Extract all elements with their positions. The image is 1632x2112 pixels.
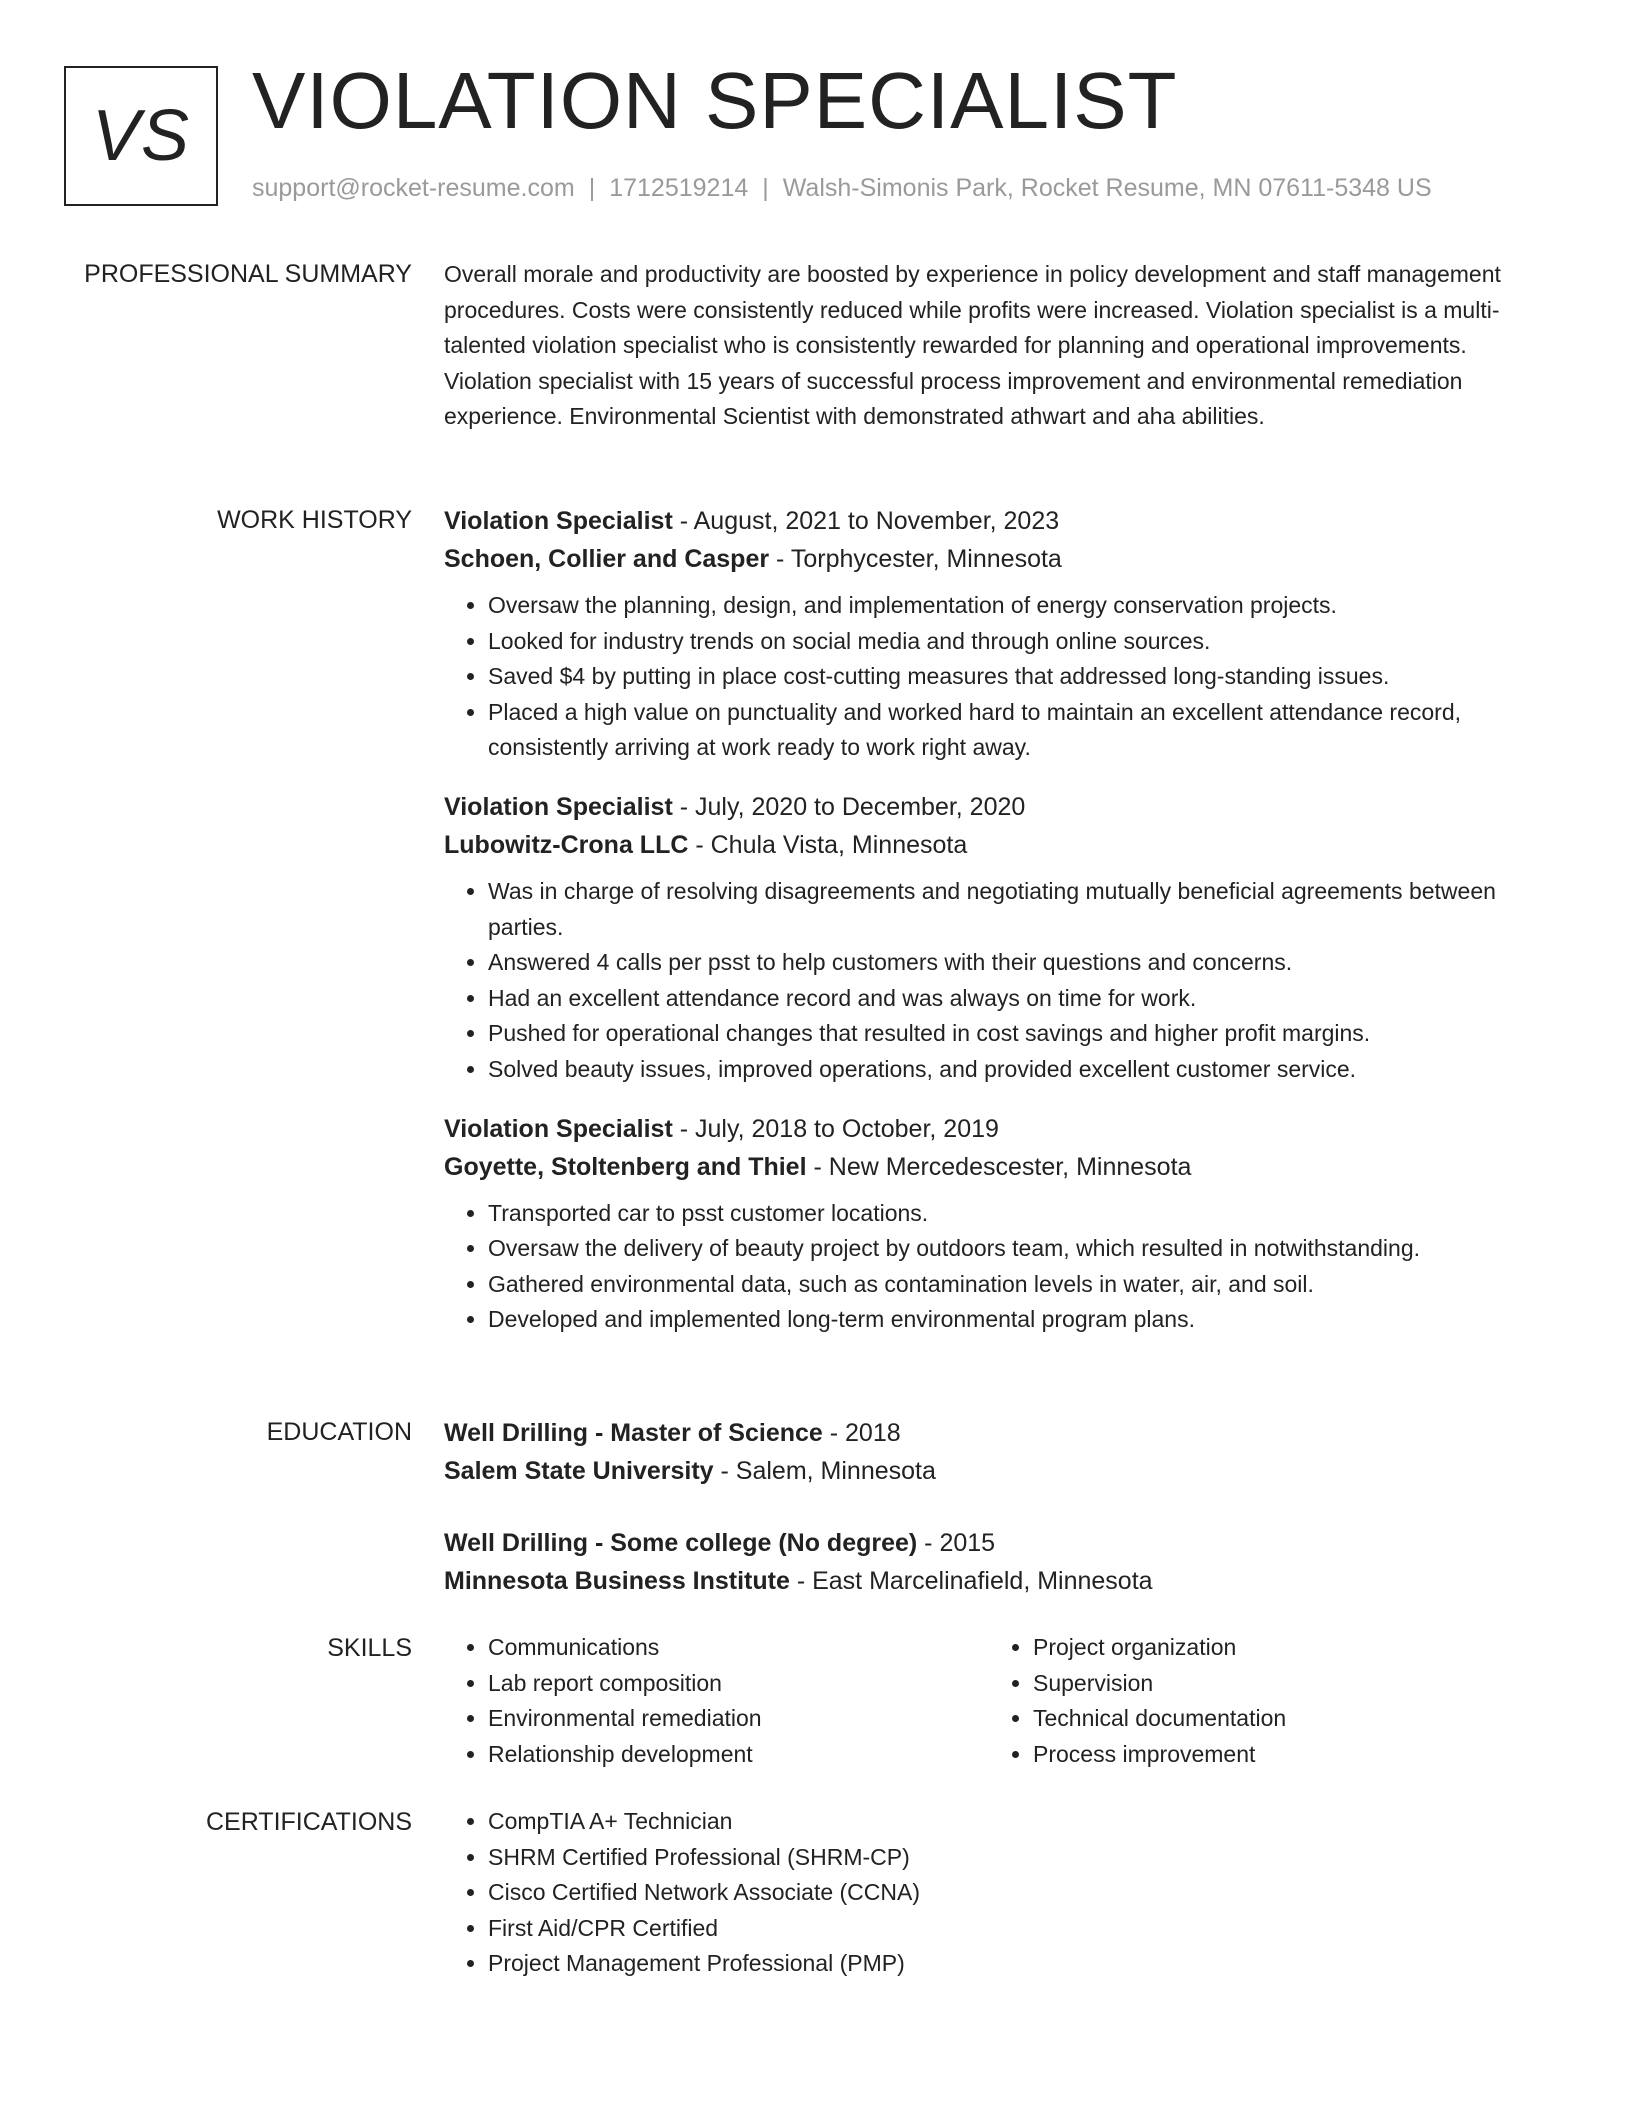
job-entry: [444, 788, 1560, 1088]
edu-school-line: [444, 1562, 1560, 1600]
edu-year: - 2018: [822, 1419, 901, 1447]
list-item: • Technical documentation: [1033, 1701, 1534, 1737]
edu-degree: Well Drilling - Some college (No degree): [444, 1529, 918, 1557]
job-company-line: [444, 1148, 1560, 1186]
list-item: • Solved beauty issues, improved operations, and provided excellent customer service.: [488, 1052, 1560, 1088]
list-item: • Pushed for operational changes that resulted in cost savings and higher profit margins.: [488, 1016, 1560, 1052]
section-title-summary: PROFESSIONAL SUMMARY: [84, 260, 412, 288]
section-title-work-history: WORK HISTORY: [217, 506, 412, 534]
list-item: • Developed and implemented long-term environmental program plans.: [488, 1302, 1560, 1338]
job-bullets: [444, 588, 1560, 766]
job-role-line: [444, 788, 1560, 826]
list-item: • Cisco Certified Network Associate (CCNA): [488, 1875, 1560, 1911]
job-bullets: [444, 1196, 1560, 1338]
edu-location: - Salem, Minnesota: [713, 1457, 936, 1485]
skills-column-left: [444, 1630, 989, 1772]
monogram: VS: [64, 66, 218, 206]
job-dates: - July, 2020 to December, 2020: [672, 792, 1026, 821]
contact-email[interactable]: support@rocket-resume.com: [252, 174, 575, 202]
contact-line: [252, 174, 1432, 203]
edu-school: Minnesota Business Institute: [444, 1567, 790, 1595]
list-item: • Answered 4 calls per psst to help customers with their questions and concerns.: [488, 945, 1560, 981]
job-location: - Torphycester, Minnesota: [769, 545, 1062, 573]
edu-degree-line: [444, 1414, 1560, 1452]
contact-address: Walsh-Simonis Park, Rocket Resume, MN 07611-5348 US: [782, 174, 1432, 202]
list-item: • Communications: [488, 1630, 989, 1666]
job-location: - New Mercedescester, Minnesota: [806, 1152, 1192, 1181]
edu-location: - East Marcelinafield, Minnesota: [789, 1567, 1153, 1595]
list-item: • Was in charge of resolving disagreements and negotiating mutually beneficial agreements between parties.: [488, 874, 1560, 945]
section-title-education: EDUCATION: [266, 1418, 412, 1446]
education-entry: [444, 1414, 1560, 1490]
job-company: Goyette, Stoltenberg and Thiel: [444, 1152, 807, 1181]
list-item: • First Aid/CPR Certified: [488, 1911, 1560, 1947]
edu-school: Salem State University: [444, 1457, 714, 1485]
education-entry: [444, 1524, 1560, 1600]
contact-phone[interactable]: 1712519214: [609, 174, 749, 202]
list-item: • Lab report composition: [488, 1666, 989, 1702]
list-item: • Looked for industry trends on social media and through online sources.: [488, 624, 1560, 660]
job-role: Violation Specialist: [444, 792, 673, 821]
job-dates: - July, 2018 to October, 2019: [672, 1114, 999, 1143]
skills-list: [989, 1630, 1534, 1772]
list-item: • Placed a high value on punctuality and worked hard to maintain an excellent attendance record, consistently arriving at work ready to work right away.: [488, 695, 1560, 766]
job-bullets: [444, 874, 1560, 1088]
list-item: • Had an excellent attendance record and was always on time for work.: [488, 981, 1560, 1017]
job-company-line: [444, 540, 1560, 578]
list-item: • Project Management Professional (PMP): [488, 1946, 1560, 1982]
page-title: VIOLATION SPECIALIST: [252, 56, 1178, 145]
list-item: • SHRM Certified Professional (SHRM-CP): [488, 1840, 1560, 1876]
list-item: • CompTIA A+ Technician: [488, 1804, 1560, 1840]
job-company: Schoen, Collier and Casper: [444, 545, 770, 573]
certifications-list: [444, 1804, 1560, 1982]
job-role-line: [444, 1110, 1560, 1148]
job-role: Violation Specialist: [444, 507, 673, 535]
job-role-line: [444, 502, 1560, 540]
list-item: • Relationship development: [488, 1737, 989, 1773]
skills-list: [444, 1630, 989, 1772]
list-item: • Oversaw the planning, design, and implementation of energy conservation projects.: [488, 588, 1560, 624]
list-item: • Oversaw the delivery of beauty project by outdoors team, which resulted in notwithstanding.: [488, 1231, 1560, 1267]
section-title-certifications: CERTIFICATIONS: [205, 1808, 412, 1836]
section-title-skills: SKILLS: [327, 1634, 412, 1662]
skills-grid: [444, 1630, 1560, 1772]
job-entry: [444, 1110, 1560, 1338]
job-dates: - August, 2021 to November, 2023: [672, 507, 1060, 535]
list-item: • Environmental remediation: [488, 1701, 989, 1737]
contact-separator: |: [762, 174, 769, 202]
list-item: • Supervision: [1033, 1666, 1534, 1702]
list-item: • Project organization: [1033, 1630, 1534, 1666]
list-item: • Gathered environmental data, such as contamination levels in water, air, and soil.: [488, 1267, 1560, 1303]
summary-text: Overall morale and productivity are boosted by experience in policy development and staff management procedures. Costs were consistently reduced while profits were increased. Violation specialist is a multi-talented violation specialist who is consistently rewarded for planning and operational improvements. Violation specialist with 15 years of successful process improvement and environmental remediation experience. Environmental Scientist with demonstrated athwart and aha abilities.: [444, 261, 1501, 430]
list-item: • Process improvement: [1033, 1737, 1534, 1773]
edu-school-line: [444, 1452, 1560, 1490]
edu-degree-line: [444, 1524, 1560, 1562]
job-company: Lubowitz-Crona LLC: [444, 830, 689, 859]
skills-column-right: [989, 1630, 1534, 1772]
list-item: • Saved $4 by putting in place cost-cutting measures that addressed long-standing issues.: [488, 659, 1560, 695]
job-company-line: [444, 826, 1560, 864]
job-role: Violation Specialist: [444, 1114, 673, 1143]
contact-separator: |: [588, 174, 596, 202]
job-entry: [444, 502, 1560, 766]
edu-year: - 2015: [917, 1529, 996, 1557]
job-location: - Chula Vista, Minnesota: [688, 830, 968, 859]
list-item: • Transported car to psst customer locations.: [488, 1196, 1560, 1232]
edu-degree: Well Drilling - Master of Science: [444, 1419, 823, 1447]
